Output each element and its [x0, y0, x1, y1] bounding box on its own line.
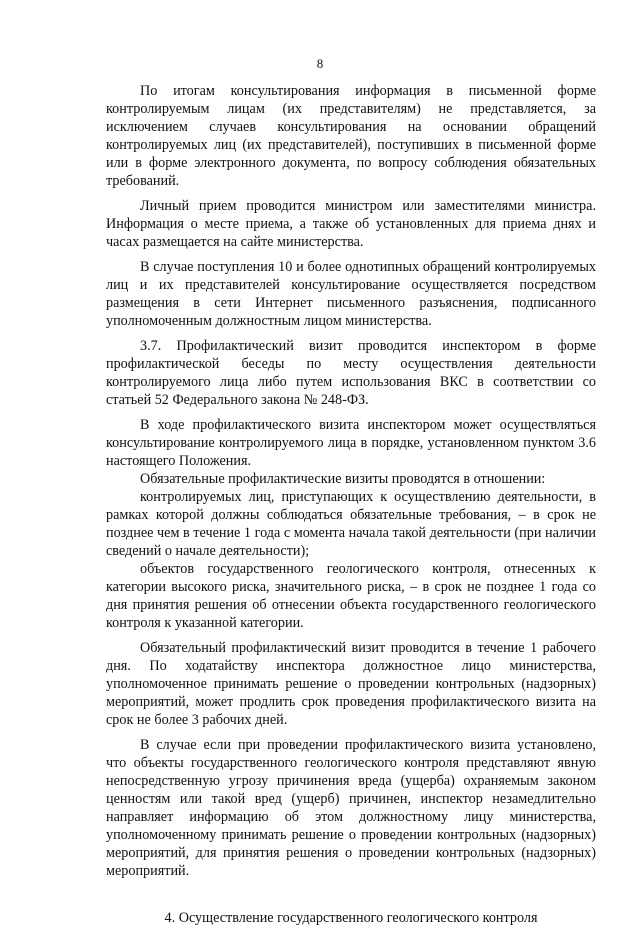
paragraph-similar-requests: В случае поступления 10 и более однотипных обращений контролируемых лиц и их представителей консультирование осуществляется посредством размещения в сети Интернет письменного разъяснения, подписанного уполномоченным должностным лицом министерства.: [106, 259, 596, 329]
paragraph-consultation-written: По итогам консультирования информация в письменной форме контролируемым лицам (их представителям) не представляется, за исключением случаев консультирования на основании обращений контролируемых лиц (их представителей), поступивших в письменной форме или в форме электронного документа, по вопросу соблюдения обязательных требований.: [106, 83, 596, 189]
paragraph-visit-consultation: В ходе профилактического визита инспектором может осуществляться консультирование контролируемого лица в порядке, установленном пунктом 3.6 настоящего Положения.: [106, 417, 596, 469]
paragraph-3-7-preventive-visit: 3.7. Профилактический визит проводится инспектором в форме профилактической беседы по месту осуществления деятельности контролируемого лица либо путем использования ВКС в соответствии со статьей 52 Федерального закона № 248-ФЗ.: [106, 338, 596, 408]
section-heading: 4. Осуществление государственного геологического контроля: [164, 910, 538, 926]
paragraph-mandatory-visits-intro: Обязательные профилактические визиты проводятся в отношении:: [140, 471, 546, 487]
paragraph-immediate-threat: В случае если при проведении профилактического визита установлено, что объекты государственного геологического контроля представляют явную непосредственную угрозу причинения вреда (ущерба) охраняемым законом ценностям или такой вред (ущерб) причинен, инспектор незамедлительно направляет информацию об этом должностному лицу министерства, уполномоченному принимать решение о проведении контрольных (надзорных) мероприятий, для принятия решения о проведении контрольных (надзорных) мероприятий.: [106, 737, 596, 879]
document-body: [106, 82, 596, 927]
list-item-control-objects: объектов государственного геологического контроля, отнесенных к категории высокого риска, значительного риска, – в срок не позднее 1 года со дня принятия решения об отнесении объекта государственного геологического контроля к указанной категории.: [106, 561, 596, 631]
page-number: 8: [316, 56, 324, 71]
paragraph-visit-duration: Обязательный профилактический визит проводится в течение 1 рабочего дня. По ходатайству инспектора должностное лицо министерства, уполномоченное принимать решение о проведении контрольных (надзорных) мероприятий, может продлить срок проведения профилактического визита на срок не более 3 рабочих дней.: [106, 640, 596, 728]
paragraph-personal-reception: Личный прием проводится министром или заместителями министра. Информация о месте приема, а также об установленных для приема днях и часах размещается на сайте министерства.: [106, 198, 596, 250]
list-item-controlled-persons: контролируемых лиц, приступающих к осуществлению деятельности, в рамках которой должны соблюдаться обязательные требования, – в срок не позднее чем в течение 1 года с момента начала такой деятельности (при наличии сведений о начале деятельности);: [106, 489, 596, 559]
